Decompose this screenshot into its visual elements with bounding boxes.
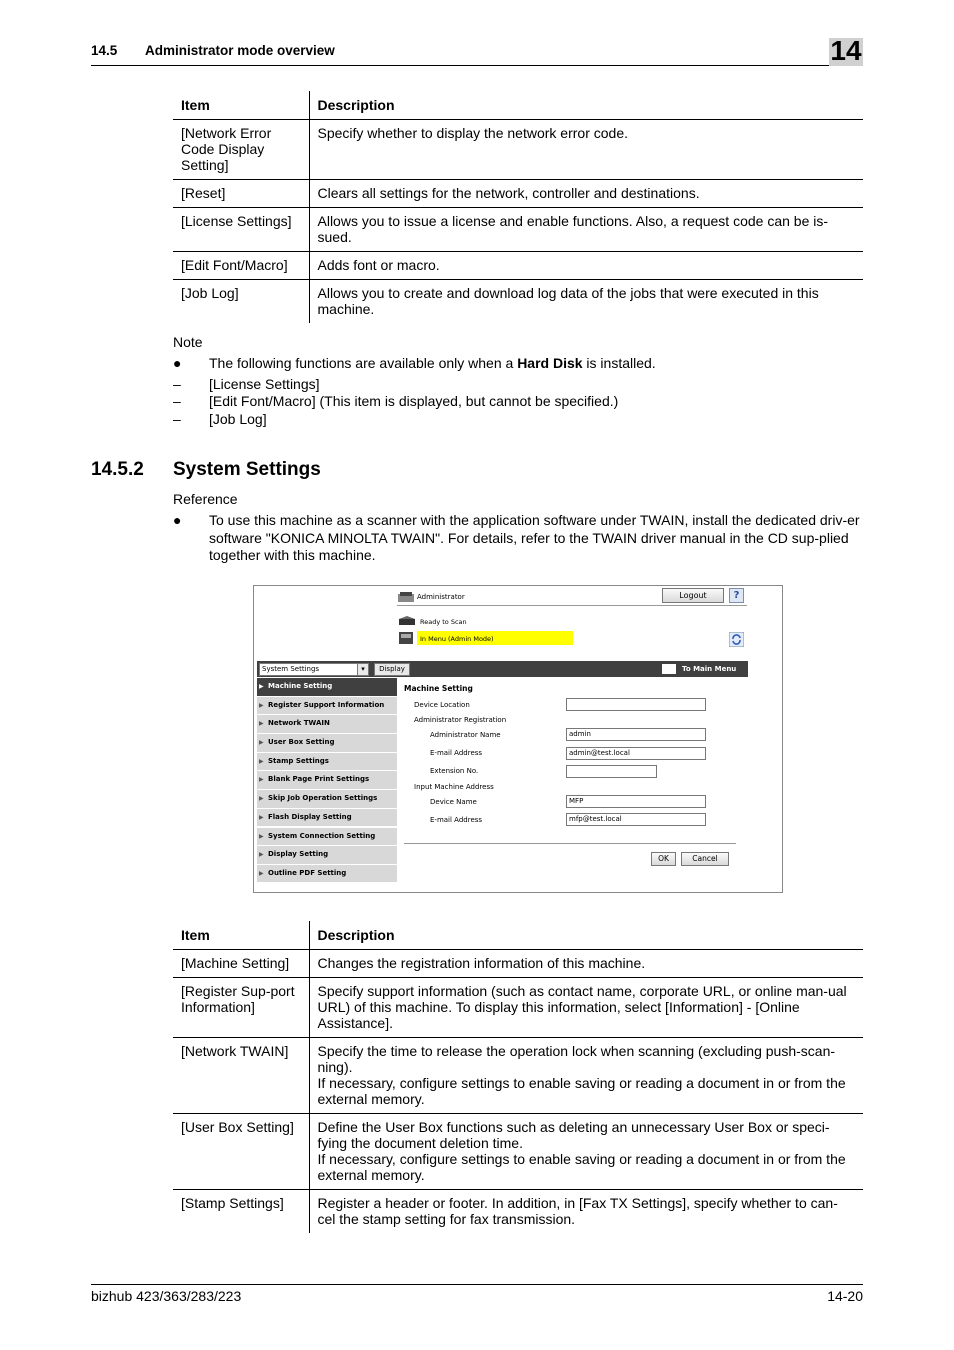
menu-item-register-support-information[interactable] bbox=[257, 697, 397, 715]
input-machine-address-label: Input Machine Address bbox=[414, 783, 494, 791]
menu-item-label: Stamp Settings bbox=[268, 756, 329, 765]
main-menu-link[interactable]: To Main Menu bbox=[682, 665, 737, 673]
table-row bbox=[173, 280, 863, 324]
reference-label: Reference bbox=[173, 491, 238, 507]
menu-item-label: Outline PDF Setting bbox=[268, 868, 347, 877]
triangle-right-icon: ▶ bbox=[259, 701, 264, 709]
note-dash-text: [Job Log] bbox=[209, 411, 267, 427]
menu-item-display-setting[interactable] bbox=[257, 846, 397, 864]
form-title: Machine Setting bbox=[404, 684, 473, 693]
table-cell-item: [License Settings] bbox=[173, 208, 309, 252]
note-bullet bbox=[173, 355, 863, 372]
display-button[interactable]: Display bbox=[374, 663, 410, 676]
administrator-icon bbox=[397, 591, 415, 603]
table-cell-description: Adds font or macro. bbox=[309, 252, 863, 280]
menu-item-flash-display-setting[interactable] bbox=[257, 809, 397, 827]
bullet-marker: ● bbox=[173, 355, 182, 371]
header-section-number: 14.5 bbox=[91, 43, 118, 58]
reference-text: To use this machine as a scanner with the application software under TWAIN, install the dedicated driv-er software "KONICA MINOLTA TWAIN". For details, refer to the TWAIN driver manual in the CD sup-plied together with this machine. bbox=[209, 512, 860, 563]
main-menu-icon[interactable] bbox=[662, 664, 676, 674]
menu-item-user-box-setting[interactable] bbox=[257, 734, 397, 752]
triangle-right-icon: ▶ bbox=[259, 720, 264, 728]
admin-email-label: E-mail Address bbox=[430, 749, 483, 757]
menu-item-label: Display Setting bbox=[268, 850, 329, 859]
triangle-right-icon: ▶ bbox=[259, 851, 264, 859]
status-ready: Ready to Scan bbox=[420, 618, 467, 626]
extension-input[interactable] bbox=[566, 765, 657, 778]
menu-item-label: Skip Job Operation Settings bbox=[268, 794, 378, 803]
table-cell-description: Specify support information (such as contact name, corporate URL, or online man-ual URL) of this machine. To display this information, select [Information] - [Online Assistance]. bbox=[309, 978, 863, 1038]
note-bullet-suffix: is installed. bbox=[582, 355, 656, 371]
menu-item-network-twain[interactable] bbox=[257, 715, 397, 733]
table-header-row bbox=[173, 91, 863, 120]
page-footer bbox=[91, 1284, 863, 1304]
admin-email-input[interactable]: admin@test.local bbox=[566, 747, 706, 760]
table-cell-description: Register a header or footer. In addition, in [Fax TX Settings], specify whether to can-cel the stamp setting for fax transmission. bbox=[317, 1195, 838, 1227]
triangle-right-icon: ▶ bbox=[259, 869, 264, 877]
footer-model: bizhub 423/363/283/223 bbox=[91, 1288, 242, 1304]
table-row bbox=[173, 1114, 863, 1190]
refresh-icon[interactable] bbox=[729, 632, 744, 647]
table-cell-item: [User Box Setting] bbox=[173, 1114, 309, 1190]
table-header-item: Item bbox=[173, 91, 309, 120]
note-dash-text: [Edit Font/Macro] (This item is displayed, but cannot be specified.) bbox=[209, 393, 619, 409]
menu-item-system-connection-setting[interactable] bbox=[257, 828, 397, 846]
help-icon[interactable]: ? bbox=[729, 588, 744, 603]
cancel-button[interactable]: Cancel bbox=[681, 852, 729, 866]
menu-item-outline-pdf-setting[interactable] bbox=[257, 865, 397, 883]
triangle-right-icon: ▶ bbox=[259, 795, 264, 803]
note-dash-text: [License Settings] bbox=[209, 376, 320, 392]
table-cell-description: Allows you to create and download log data of the jobs that were executed in this machine. bbox=[317, 285, 819, 317]
table-row bbox=[173, 120, 863, 180]
header-divider bbox=[397, 605, 747, 606]
admin-name-label: Administrator Name bbox=[430, 731, 501, 739]
section-title: System Settings bbox=[173, 459, 321, 480]
table-row bbox=[173, 1190, 863, 1234]
table-row bbox=[173, 1038, 863, 1114]
note-bullet-bold: Hard Disk bbox=[517, 355, 583, 371]
table-cell-item: [Reset] bbox=[173, 180, 309, 208]
menu-item-machine-setting[interactable] bbox=[257, 678, 397, 696]
device-location-input[interactable] bbox=[566, 698, 706, 711]
system-settings-screenshot bbox=[253, 585, 783, 893]
triangle-right-icon: ▶ bbox=[259, 813, 264, 821]
dash-marker: – bbox=[173, 393, 181, 409]
device-name-label: Device Name bbox=[430, 798, 477, 806]
table-row bbox=[173, 208, 863, 252]
menu-item-stamp-settings[interactable] bbox=[257, 753, 397, 771]
note-dash-item bbox=[173, 376, 863, 393]
table-cell-description: Specify the time to release the operation lock when scanning (excluding push-scan-ning). If necessary, configure settings to enable saving or reading a document in or from the external memory. bbox=[309, 1038, 863, 1114]
menu-item-label: System Connection Setting bbox=[268, 831, 376, 840]
note-bullet-text bbox=[209, 355, 656, 372]
triangle-right-icon: ▶ bbox=[259, 683, 264, 690]
menu-item-skip-job-operation-settings[interactable] bbox=[257, 790, 397, 808]
admin-registration-label: Administrator Registration bbox=[414, 716, 507, 724]
table-header-description: Description bbox=[309, 91, 863, 120]
menu-item-label: Blank Page Print Settings bbox=[268, 775, 370, 784]
table-cell-item: [Machine Setting] bbox=[173, 950, 309, 978]
section-number: 14.5.2 bbox=[91, 459, 144, 480]
settings-table-1 bbox=[173, 91, 863, 323]
header-title: Administrator mode overview bbox=[145, 43, 335, 58]
table-row bbox=[173, 180, 863, 208]
table-row bbox=[173, 978, 863, 1038]
table-header-item: Item bbox=[173, 921, 309, 950]
table-row bbox=[173, 252, 863, 280]
page-header bbox=[91, 35, 863, 66]
settings-table-2 bbox=[173, 921, 863, 1233]
machine-icon bbox=[397, 630, 415, 646]
ok-button[interactable]: OK bbox=[651, 852, 676, 866]
table-cell-item: [Register Sup-port Information] bbox=[173, 978, 309, 1038]
footer-page-number: 14-20 bbox=[827, 1288, 863, 1304]
table-cell-item: [Network Error Code Display Setting] bbox=[173, 120, 309, 180]
bullet-marker: ● bbox=[173, 512, 182, 528]
admin-name-input[interactable]: admin bbox=[566, 728, 706, 741]
table-cell-description: Allows you to issue a license and enable functions. Also, a request code can be is-sued. bbox=[309, 208, 863, 252]
extension-label: Extension No. bbox=[430, 767, 479, 775]
note-label: Note bbox=[173, 334, 203, 350]
table-cell-item: [Stamp Settings] bbox=[173, 1190, 309, 1234]
administrator-label: Administrator bbox=[417, 593, 465, 601]
machine-email-input[interactable]: mfp@test.local bbox=[566, 813, 706, 826]
form-divider bbox=[404, 843, 736, 844]
status-admin-mode: In Menu (Admin Mode) bbox=[420, 635, 494, 643]
menu-item-label: Register Support Information bbox=[268, 700, 385, 709]
table-cell-description: Clears all settings for the network, controller and destinations. bbox=[309, 180, 863, 208]
triangle-right-icon: ▶ bbox=[259, 757, 264, 765]
settings-select[interactable]: System Settings bbox=[259, 663, 369, 676]
triangle-right-icon: ▶ bbox=[259, 776, 264, 784]
menu-item-label: Flash Display Setting bbox=[268, 812, 352, 821]
table-row bbox=[173, 950, 863, 978]
menu-item-label: Machine Setting bbox=[268, 682, 333, 690]
table-cell-item: [Network TWAIN] bbox=[173, 1038, 309, 1114]
table-cell-item: [Edit Font/Macro] bbox=[173, 252, 309, 280]
table-cell-description: Changes the registration information of this machine. bbox=[309, 950, 863, 978]
menu-item-label: Network TWAIN bbox=[268, 719, 330, 728]
table-cell-item: [Job Log] bbox=[173, 280, 309, 324]
triangle-right-icon: ▶ bbox=[259, 739, 264, 747]
machine-email-label: E-mail Address bbox=[430, 816, 483, 824]
dash-marker: – bbox=[173, 411, 181, 427]
note-bullet-prefix: The following functions are available only when a bbox=[209, 355, 518, 371]
settings-menu bbox=[257, 678, 397, 884]
note-dash-item bbox=[173, 411, 863, 428]
scanner-icon bbox=[397, 615, 417, 627]
device-location-label: Device Location bbox=[414, 701, 470, 709]
chevron-down-icon[interactable]: ▾ bbox=[357, 663, 369, 676]
dash-marker: – bbox=[173, 376, 181, 392]
device-name-input[interactable]: MFP bbox=[566, 795, 706, 808]
menu-item-label: User Box Setting bbox=[268, 738, 335, 747]
triangle-right-icon: ▶ bbox=[259, 832, 264, 840]
table-header-row bbox=[173, 921, 863, 950]
logout-button[interactable]: Logout bbox=[662, 588, 724, 603]
table-cell-description: Specify whether to display the network error code. bbox=[309, 120, 863, 180]
chapter-number: 14 bbox=[830, 35, 862, 66]
table-header-description: Description bbox=[309, 921, 863, 950]
note-dash-item bbox=[173, 393, 863, 410]
menu-item-blank-page-print-settings[interactable] bbox=[257, 771, 397, 789]
table-cell-description: Define the User Box functions such as deleting an unnecessary User Box or speci-fying the document deletion time. If necessary, configure settings to enable saving or reading a document in or from the external memory. bbox=[309, 1114, 863, 1190]
